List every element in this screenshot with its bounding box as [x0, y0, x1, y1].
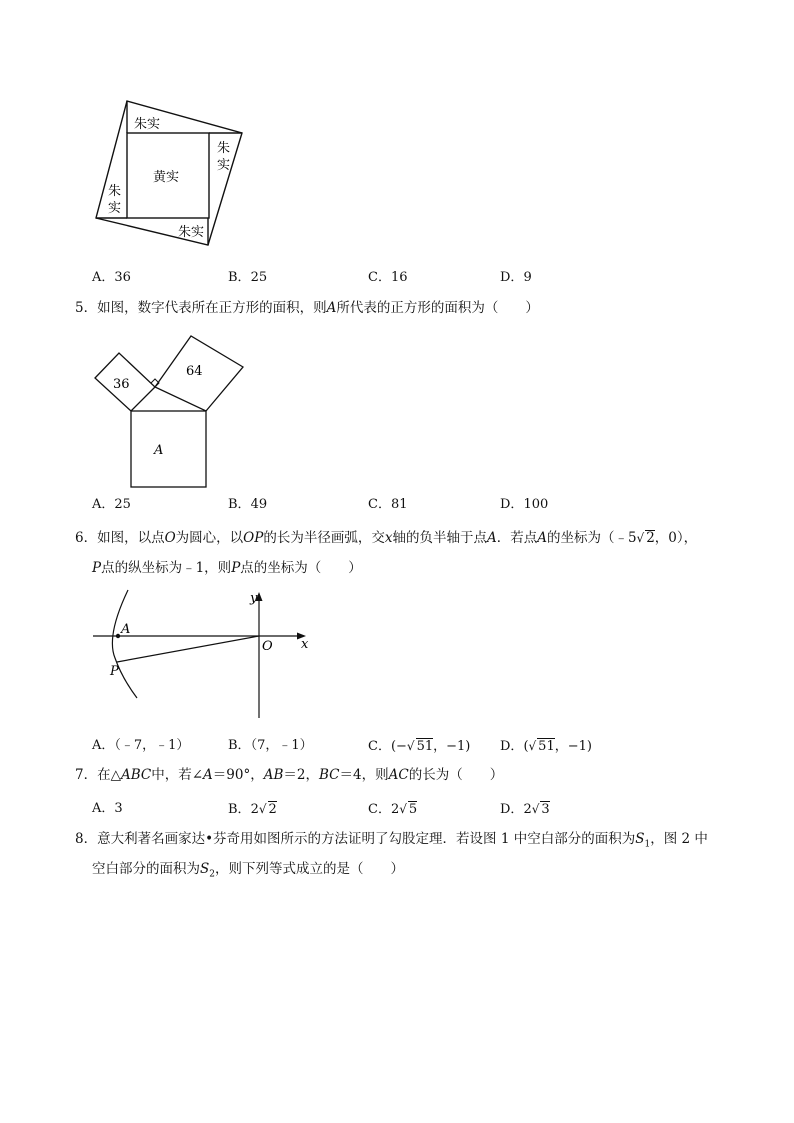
q8-stem-line2: 空白部分的面积为$S_2$，则下列等式成立的是（ ）	[92, 861, 404, 880]
q7-option-d[interactable]: D．2√ 3	[500, 802, 550, 817]
label-o: O	[262, 639, 273, 654]
q6-option-a[interactable]: A．（﹣7，﹣1）	[92, 738, 190, 753]
point-a	[116, 634, 120, 638]
label-a: A	[121, 622, 131, 637]
q8-stem-line1: 8．意大利著名画家达•芬奇用如图所示的方法证明了勾股定理．若设图 1 中空白部分的面积为$S_1$，图 2 中	[75, 831, 708, 850]
label-zhushi-right-1: 朱	[217, 141, 231, 156]
q5-stem: 5．如图，数字代表所在正方形的面积，则A所代表的正方形的面积为（ ）	[75, 300, 539, 316]
label-zhushi-bottom: 朱实	[178, 225, 205, 240]
square-a	[131, 411, 206, 487]
label-x: x	[301, 637, 309, 652]
label-zhushi-top: 朱实	[134, 117, 161, 132]
label-zhushi-left-1: 朱	[108, 184, 122, 199]
q5-option-d[interactable]: D．100	[500, 497, 549, 512]
arc	[112, 590, 137, 698]
q7-option-b[interactable]: B．2√ 2	[228, 802, 277, 817]
q4-option-b[interactable]: B．25	[228, 270, 268, 285]
q5-option-a[interactable]: A．25	[92, 497, 131, 512]
q5-option-b[interactable]: B．49	[228, 497, 268, 512]
q4-option-a[interactable]: A．36	[92, 270, 131, 285]
label-y: y	[250, 591, 258, 606]
q6-stem-line2: P点的纵坐标为﹣1，则P点的坐标为（ ）	[92, 560, 362, 576]
label-huangshi: 黄实	[153, 170, 180, 185]
coordinate-arc-figure	[90, 588, 320, 723]
segment-op	[117, 636, 259, 662]
label-a: A	[154, 443, 164, 458]
label-64: 64	[186, 364, 203, 379]
q7-option-a[interactable]: A．3	[92, 801, 123, 816]
q4-option-d[interactable]: D．9	[500, 270, 532, 285]
q7-option-c[interactable]: C．2√ 5	[368, 802, 418, 817]
q6-option-c[interactable]: C．(−√ 51，−1)	[368, 739, 471, 754]
label-zhushi-left-2: 实	[108, 201, 122, 216]
label-p: P	[110, 664, 119, 679]
label-36: 36	[113, 377, 130, 392]
q7-stem: 7．在△ABC中，若∠A＝90°，AB＝2，BC＝4，则AC的长为（ ）	[75, 767, 504, 783]
pythagoras-squares-figure	[90, 325, 250, 490]
q6-option-b[interactable]: B．（7，﹣1）	[228, 738, 313, 753]
q6-option-d[interactable]: D．(√ 51，−1)	[500, 739, 592, 754]
label-zhushi-right-2: 实	[217, 158, 231, 173]
q6-stem-line1: 6．如图，以点O为圆心，以OP的长为半径画弧，交x轴的负半轴于点A．若点A的坐标为（﹣5√ 2，0），	[75, 530, 698, 546]
q4-option-c[interactable]: C．16	[368, 270, 408, 285]
zhao-shuang-string-figure	[90, 95, 250, 255]
q5-option-c[interactable]: C．81	[368, 497, 408, 512]
